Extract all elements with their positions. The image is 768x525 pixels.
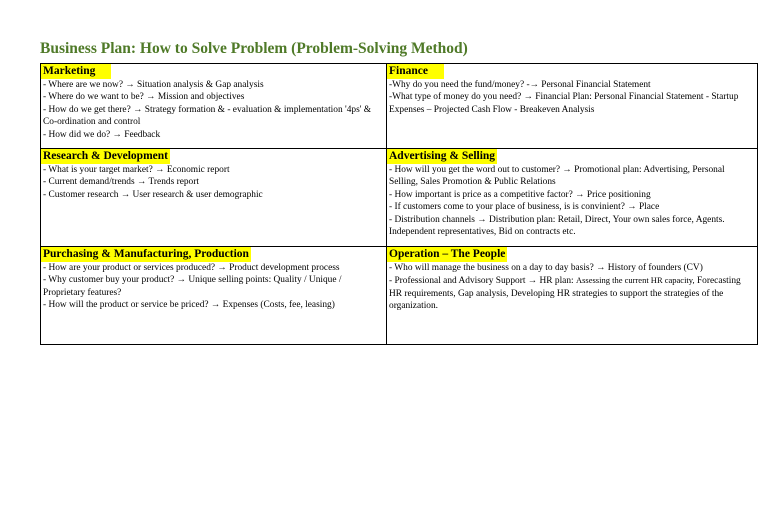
research-cell <box>41 149 387 247</box>
list-item: - Where do we want to be? → Mission and objectives <box>43 92 245 103</box>
hr-strategy-text: Forecasting HR requirements, Gap analysis, Developing HR strategies to support the strategies of the organization. <box>389 276 741 312</box>
purchasing-heading: Purchasing & Manufacturing, Production <box>43 248 249 260</box>
purchasing-cell <box>41 247 387 345</box>
list-item: -Why do you need the fund/money? -→ Personal Financial Statement <box>389 80 651 90</box>
list-item: - How important is price as a competitive factor? → Price positioning <box>389 189 651 200</box>
finance-cell <box>387 64 758 149</box>
list-item: - Current demand/trends → Trends report <box>43 177 199 188</box>
finance-heading: Finance <box>387 64 444 79</box>
hr-plan-text: - Professional and Advisory Support → HR plan: <box>389 276 576 287</box>
table-row <box>41 64 758 149</box>
list-item: - How are your product or services produced? → Product development process <box>43 263 340 273</box>
list-item: - How did we do? → Feedback <box>43 129 161 140</box>
operation-heading: Operation – The People <box>389 248 506 260</box>
table-row <box>41 247 758 345</box>
list-item: - How will you get the word out to customer? → Promotional plan: Advertising, Personal Selling, Sales Promotion & Public Relations <box>389 165 725 188</box>
table-row <box>41 149 758 247</box>
list-item: - Where are we now? → Situation analysis & Gap analysis <box>43 80 264 90</box>
advertising-heading: Advertising & Selling <box>389 150 496 162</box>
list-item: - If customers come to your place of business, is is convinient? → Place <box>389 202 660 213</box>
list-item: - Customer research → User research & user demographic <box>43 189 263 200</box>
research-heading: Research & Development <box>43 150 168 162</box>
marketing-heading: Marketing <box>41 64 111 79</box>
list-item: - Why customer buy your product? → Unique selling points: Quality / Unique / Proprietary features? <box>43 275 342 298</box>
list-item: - What is your target market? → Economic report <box>43 165 230 175</box>
list-item: - Who will manage the business on a day to day basis? → History of founders (CV) <box>389 263 703 273</box>
hr-capacity-text: Assessing the current HR capacity, <box>575 275 695 286</box>
marketing-cell <box>41 64 387 149</box>
business-plan-table <box>40 63 758 345</box>
list-item: -What type of money do you need? → Financial Plan: Personal Financial Statement - Startup Expenses – Projected Cash Flow - Breakeven Analysis <box>389 92 739 115</box>
list-item: - How will the product or service be priced? → Expenses (Costs, fee, leasing) <box>43 300 335 311</box>
list-item: - Distribution channels → Distribution plan: Retail, Direct, Your own sales force, Agents. Independent representatives, Bid on contracts etc. <box>389 214 725 238</box>
operation-cell <box>387 247 758 345</box>
list-item <box>389 274 755 312</box>
advertising-cell <box>387 149 758 247</box>
list-item: - How do we get there? → Strategy formation & - evaluation & implementation '4ps' & Co-ordination and control <box>43 104 372 128</box>
page-title: Business Plan: How to Solve Problem (Problem-Solving Method) <box>40 40 468 57</box>
